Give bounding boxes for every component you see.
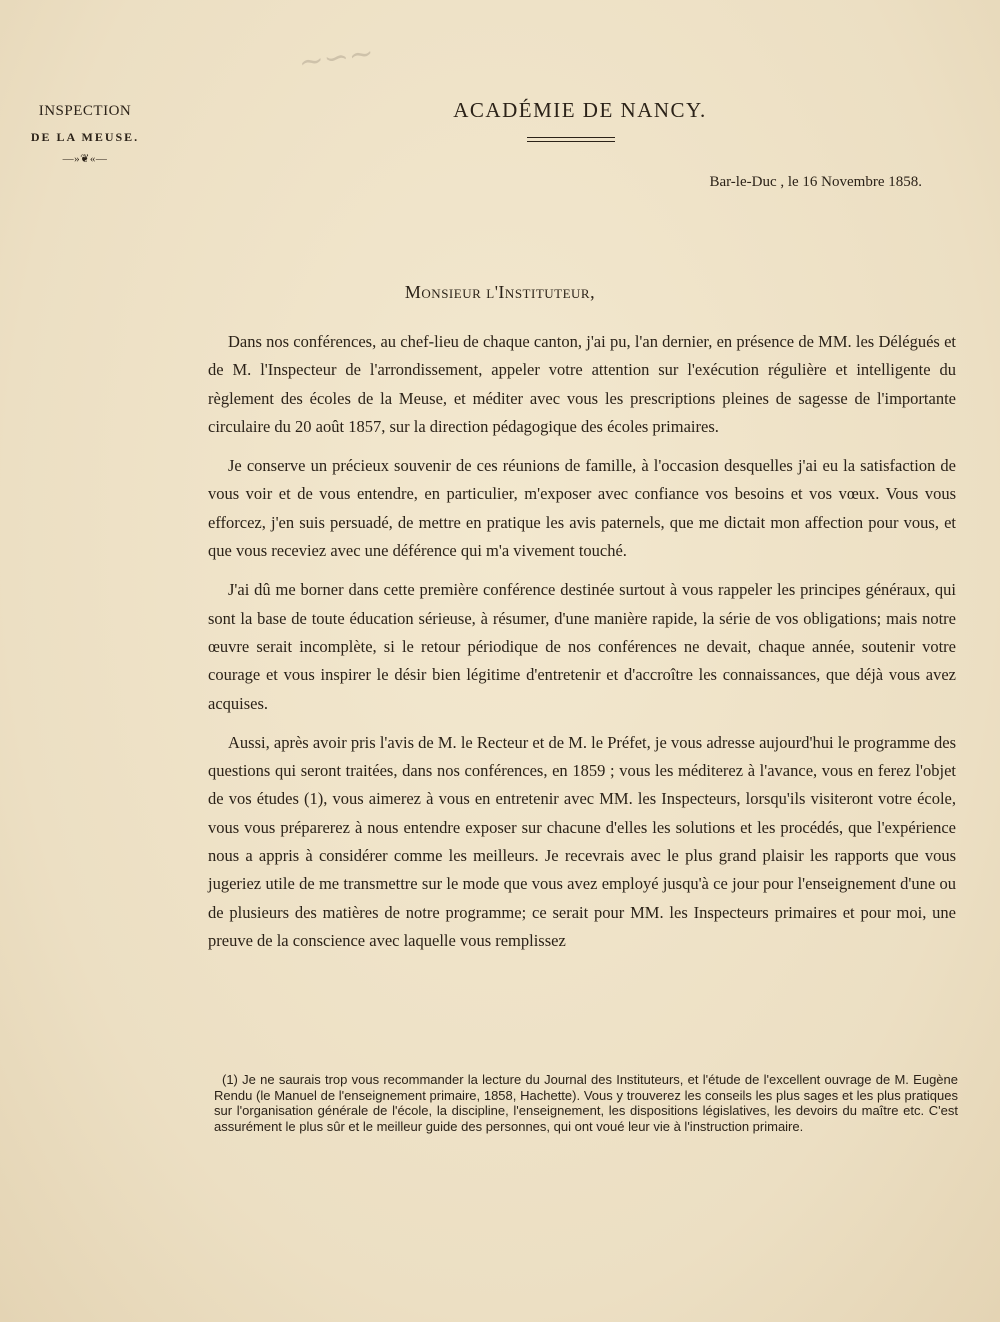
ornament: —»❦«— — [62, 153, 108, 165]
letter-body — [208, 328, 956, 966]
paragraph-1: Dans nos conférences, au chef-lieu de chaque canton, j'ai pu, l'an dernier, en présence de MM. les Délégués et de M. l'Inspecteur de l'arrondissement, appeler votre attention sur l'exécution régulière et intelligente du règlement des écoles de la Meuse, et méditer avec vous les prescriptions pleines de sagesse de l'importante circulaire du 20 août 1857, sur la direction pédagogique des écoles primaires. — [208, 332, 956, 436]
title-rule — [527, 137, 615, 142]
pencil-annotation: ∼∽∼ — [296, 36, 376, 80]
paragraph-2: Je conserve un précieux souvenir de ces réunions de famille, à l'occasion desquelles j'ai eu la satisfaction de vous voir et de vous entendre, en particulier, m'exposer avec confiance vos besoins et vos vœux. Vous vous efforcez, j'en suis persuadé, de mettre en pratique les avis paternels, que me dictait mon affection pour vous, et que vous receviez avec une déférence qui m'a vivement touché. — [208, 456, 956, 561]
paragraph-4: Aussi, après avoir pris l'avis de M. le Recteur et de M. le Préfet, je vous adresse aujourd'hui le programme des questions qui seront traitées, dans nos conférences, en 1859 ; vous les méditerez à l'avance, vous en ferez l'objet de vos études (1), vous aimerez à vous en entretenir avec MM. les Inspecteurs, lorsqu'ils visiteront votre école, vous vous préparerez à nous entendre exposer sur chacune d'elles les solutions et les procédés, que l'expérience nous a appris à considérer comme les meilleurs. Je recevrais avec le plus grand plaisir les rapports que vous jugeriez utile de me transmettre sur le mode que vous avez employé jusqu'à ce jour pour l'enseignement d'une ou de plusieurs des matières de notre programme; ce serait pour MM. les Inspecteurs primaires et pour moi, une preuve de la conscience avec laquelle vous remplissez — [208, 732, 956, 950]
paragraph-3: J'ai dû me borner dans cette première conférence destinée surtout à vous rappeler les principes généraux, qui sont la base de toute éducation sérieuse, à résumer, d'une manière rapide, la série de vos obligations; mais notre œuvre serait incomplète, si le retour périodique de nos conférences ne devait, chaque année, soutenir votre courage et vous inspirer le désir bien légitime d'entretenir et d'accroître les connaissances, que déjà vous avez acquises. — [208, 580, 956, 713]
page-title: ACADÉMIE DE NANCY. — [453, 98, 707, 122]
salutation: Monsieur l'Instituteur, — [404, 282, 596, 302]
footnote-text: (1) Je ne saurais trop vous recommander la lecture du Journal des Instituteurs, et l'étude de l'excellent ouvrage de M. Eugène Rendu (le Manuel de l'enseignement primaire, 1858, Hachette). Vous y trouverez les conseils les plus sages et les plus pratiques sur l'organisation générale de l'école, la discipline, l'enseignement, les dispositions législatives, les devoirs du maître etc. C'est assurément le plus sûr et le meilleur guide des personnes, qui ont voué leur vie à l'instruction primaire. — [214, 1072, 958, 1134]
inspection-line-2: DE LA MEUSE. — [30, 130, 140, 144]
inspection-heading — [30, 98, 140, 168]
inspection-line-1: INSPECTION — [38, 103, 132, 119]
footnote — [214, 1072, 958, 1134]
date-line: Bar-le-Duc , le 16 Novembre 1858. — [709, 174, 922, 190]
